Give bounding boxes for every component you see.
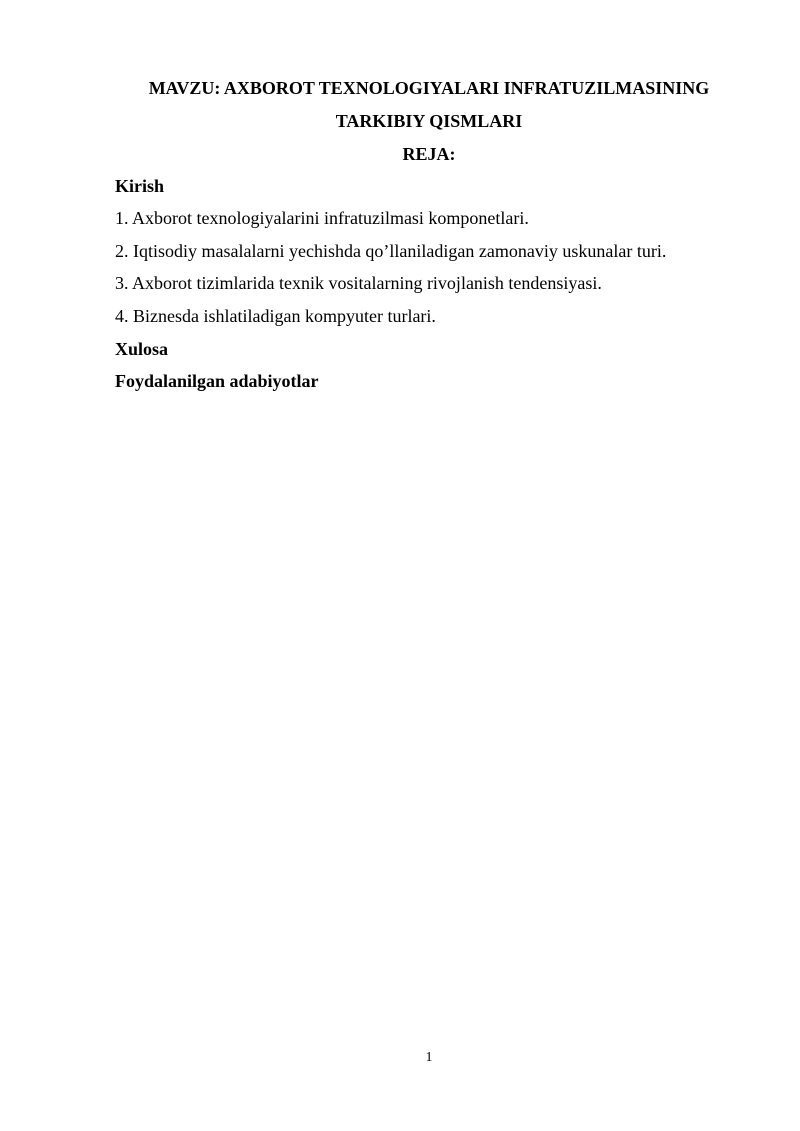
intro-heading: Kirish: [115, 176, 165, 196]
references-heading: Foydalanilgan adabiyotlar: [115, 371, 319, 391]
plan-item-2: 2. Iqtisodiy masalalarni yechishda qo’llaniladigan zamonaviy uskunalar turi.: [115, 241, 667, 261]
plan-item-1: 1. Axborot texnologiyalarini infratuzilmasi komponetlari.: [115, 208, 529, 228]
title-line-1: MAVZU: AXBOROT TEXNOLOGIYALARI INFRATUZILMASINING: [148, 78, 710, 98]
conclusion-heading: Xulosa: [115, 339, 169, 359]
plan-item-4: 4. Biznesda ishlatiladigan kompyuter turlari.: [115, 306, 436, 326]
title-line-2: TARKIBIY QISMLARI: [335, 111, 523, 131]
page-number: 1: [425, 1050, 433, 1065]
plan-item-3: 3. Axborot tizimlarida texnik vositalarning rivojlanish tendensiyasi.: [115, 273, 602, 293]
plan-heading: REJA:: [402, 144, 456, 164]
